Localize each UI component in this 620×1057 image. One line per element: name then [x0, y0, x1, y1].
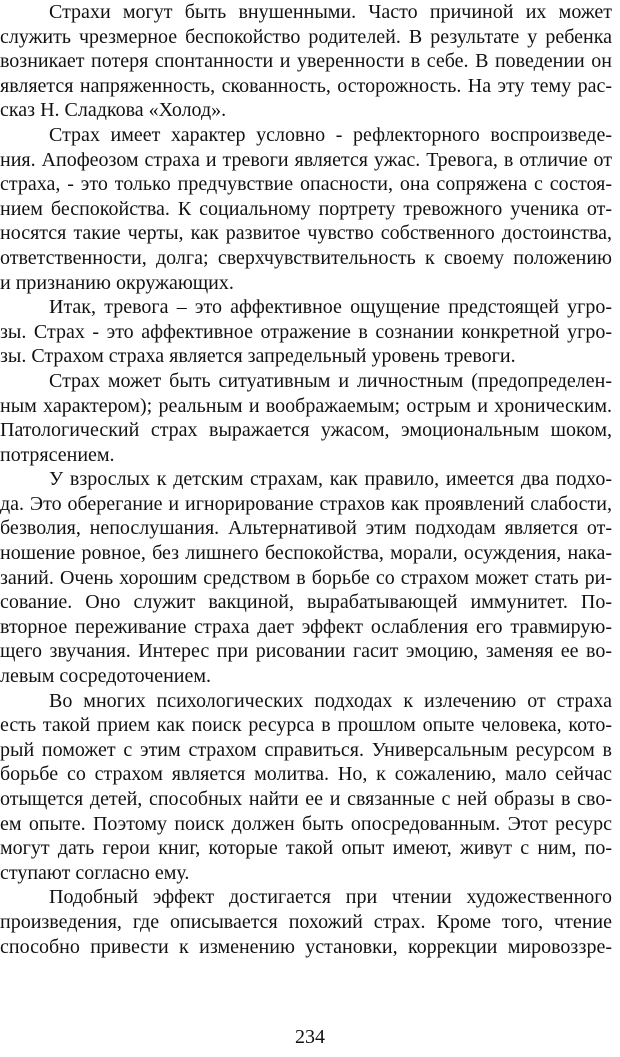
text-line: зы. Страхом страха является запредельный уровень тревоги. — [0, 345, 516, 368]
text-line: способно привести к изменению установки, коррекции мировоззре- — [0, 935, 612, 958]
text-line: отыщется детей, способных найти ее и связанные с ней образы в сво- — [0, 788, 612, 810]
text-line: левым сосредоточением. — [0, 665, 212, 688]
text-line: потрясением. — [0, 443, 115, 466]
text-line: сование. Оно служит вакциной, вырабатывающей иммунитет. По- — [0, 591, 612, 614]
paragraph — [0, 467, 612, 688]
text-line: рый поможет с этим страхом справиться. Универсальным ресурсом в — [0, 738, 612, 761]
text-line: ем опыте. Поэтому поиск должен быть опосредованным. Этот ресурс — [0, 812, 612, 835]
text-line: Страхи могут быть внушенными. Часто причиной их может — [49, 1, 612, 23]
paragraph — [0, 689, 612, 886]
text-line: ступают согласно ему. — [0, 861, 190, 884]
text-line: ответственности, долга; сверхчувствительность к своему положению — [0, 246, 612, 269]
text-line: вторное переживание страха дает эффект ослабления его травмирую- — [0, 615, 612, 638]
text-line: щего звучания. Интерес при рисовании гасит эмоцию, заменяя ее во- — [0, 640, 612, 663]
text-line: могут дать герои книг, которые такой опыт имеют, живут с ним, по- — [0, 837, 612, 860]
text-line: заний. Очень хорошим средством в борьбе со страхом может стать ри- — [0, 566, 612, 589]
page-number: 234 — [295, 1026, 325, 1048]
text-line: страха, - это только предчувствие опасности, она сопряжена с состоя- — [0, 173, 612, 196]
text-line: Итак, тревога – это аффективное ощущение предстоящей угро- — [49, 296, 612, 319]
text-line: произведения, где описывается похожий страх. Кроме того, чтение — [0, 910, 612, 933]
text-line: есть такой прием как поиск ресурса в прошлом опыте человека, кото- — [0, 714, 612, 737]
text-line: Патологический страх выражается ужасом, эмоциональным шоком, — [0, 419, 612, 442]
text-line: зы. Страх - это аффективное отражение в сознании конкретной угро- — [0, 320, 612, 343]
paragraph — [0, 885, 612, 959]
text-line: нием беспокойства. К социальному портрету тревожного ученика от- — [0, 197, 612, 220]
text-line: является напряженность, скованность, осторожность. На эту тему рас- — [0, 74, 612, 97]
text-line: борьбе со страхом является молитва. Но, к сожалению, мало сейчас — [0, 763, 612, 786]
paragraph — [0, 369, 612, 467]
text-line: и признанию окружающих. — [0, 271, 234, 294]
text-line: ния. Апофеозом страха и тревоги является ужас. Тревога, в отличие от — [0, 148, 612, 171]
text-line: Во многих психологических подходах к излечению от страха — [49, 689, 612, 712]
text-line: У взрослых к детским страхам, как правило, имеется два подхо- — [49, 468, 612, 491]
text-line: Страх имеет характер условно - рефлекторного воспроизведе- — [49, 123, 612, 146]
text-line: ношение ровное, без лишнего беспокойства, морали, осуждения, нака- — [0, 542, 612, 565]
text-line: сказ Н. Сладкова «Холод». — [0, 99, 227, 122]
text-line: возникает потеря спонтанности и уверенности в себе. В поведении он — [0, 50, 612, 73]
text-line: ным характером); реальным и воображаемым; острым и хроническим. — [0, 394, 612, 417]
paragraph — [0, 0, 612, 123]
text-line: служить чрезмерное беспокойство родителей. В результате у ребенка — [0, 25, 612, 48]
text-line: да. Это оберегание и игнорирование страхов как проявлений слабости, — [0, 492, 612, 515]
text-line: Страх может быть ситуативным и личностным (предопределен- — [49, 369, 612, 392]
paragraph — [0, 123, 612, 295]
text-line: безволия, непослушания. Альтернативой этим подходам является от- — [0, 517, 612, 540]
paragraph — [0, 295, 612, 369]
text-line: носятся такие черты, как развитое чувство собственного достоинства, — [0, 222, 612, 245]
text-line: Подобный эффект достигается при чтении художественного — [49, 886, 612, 909]
